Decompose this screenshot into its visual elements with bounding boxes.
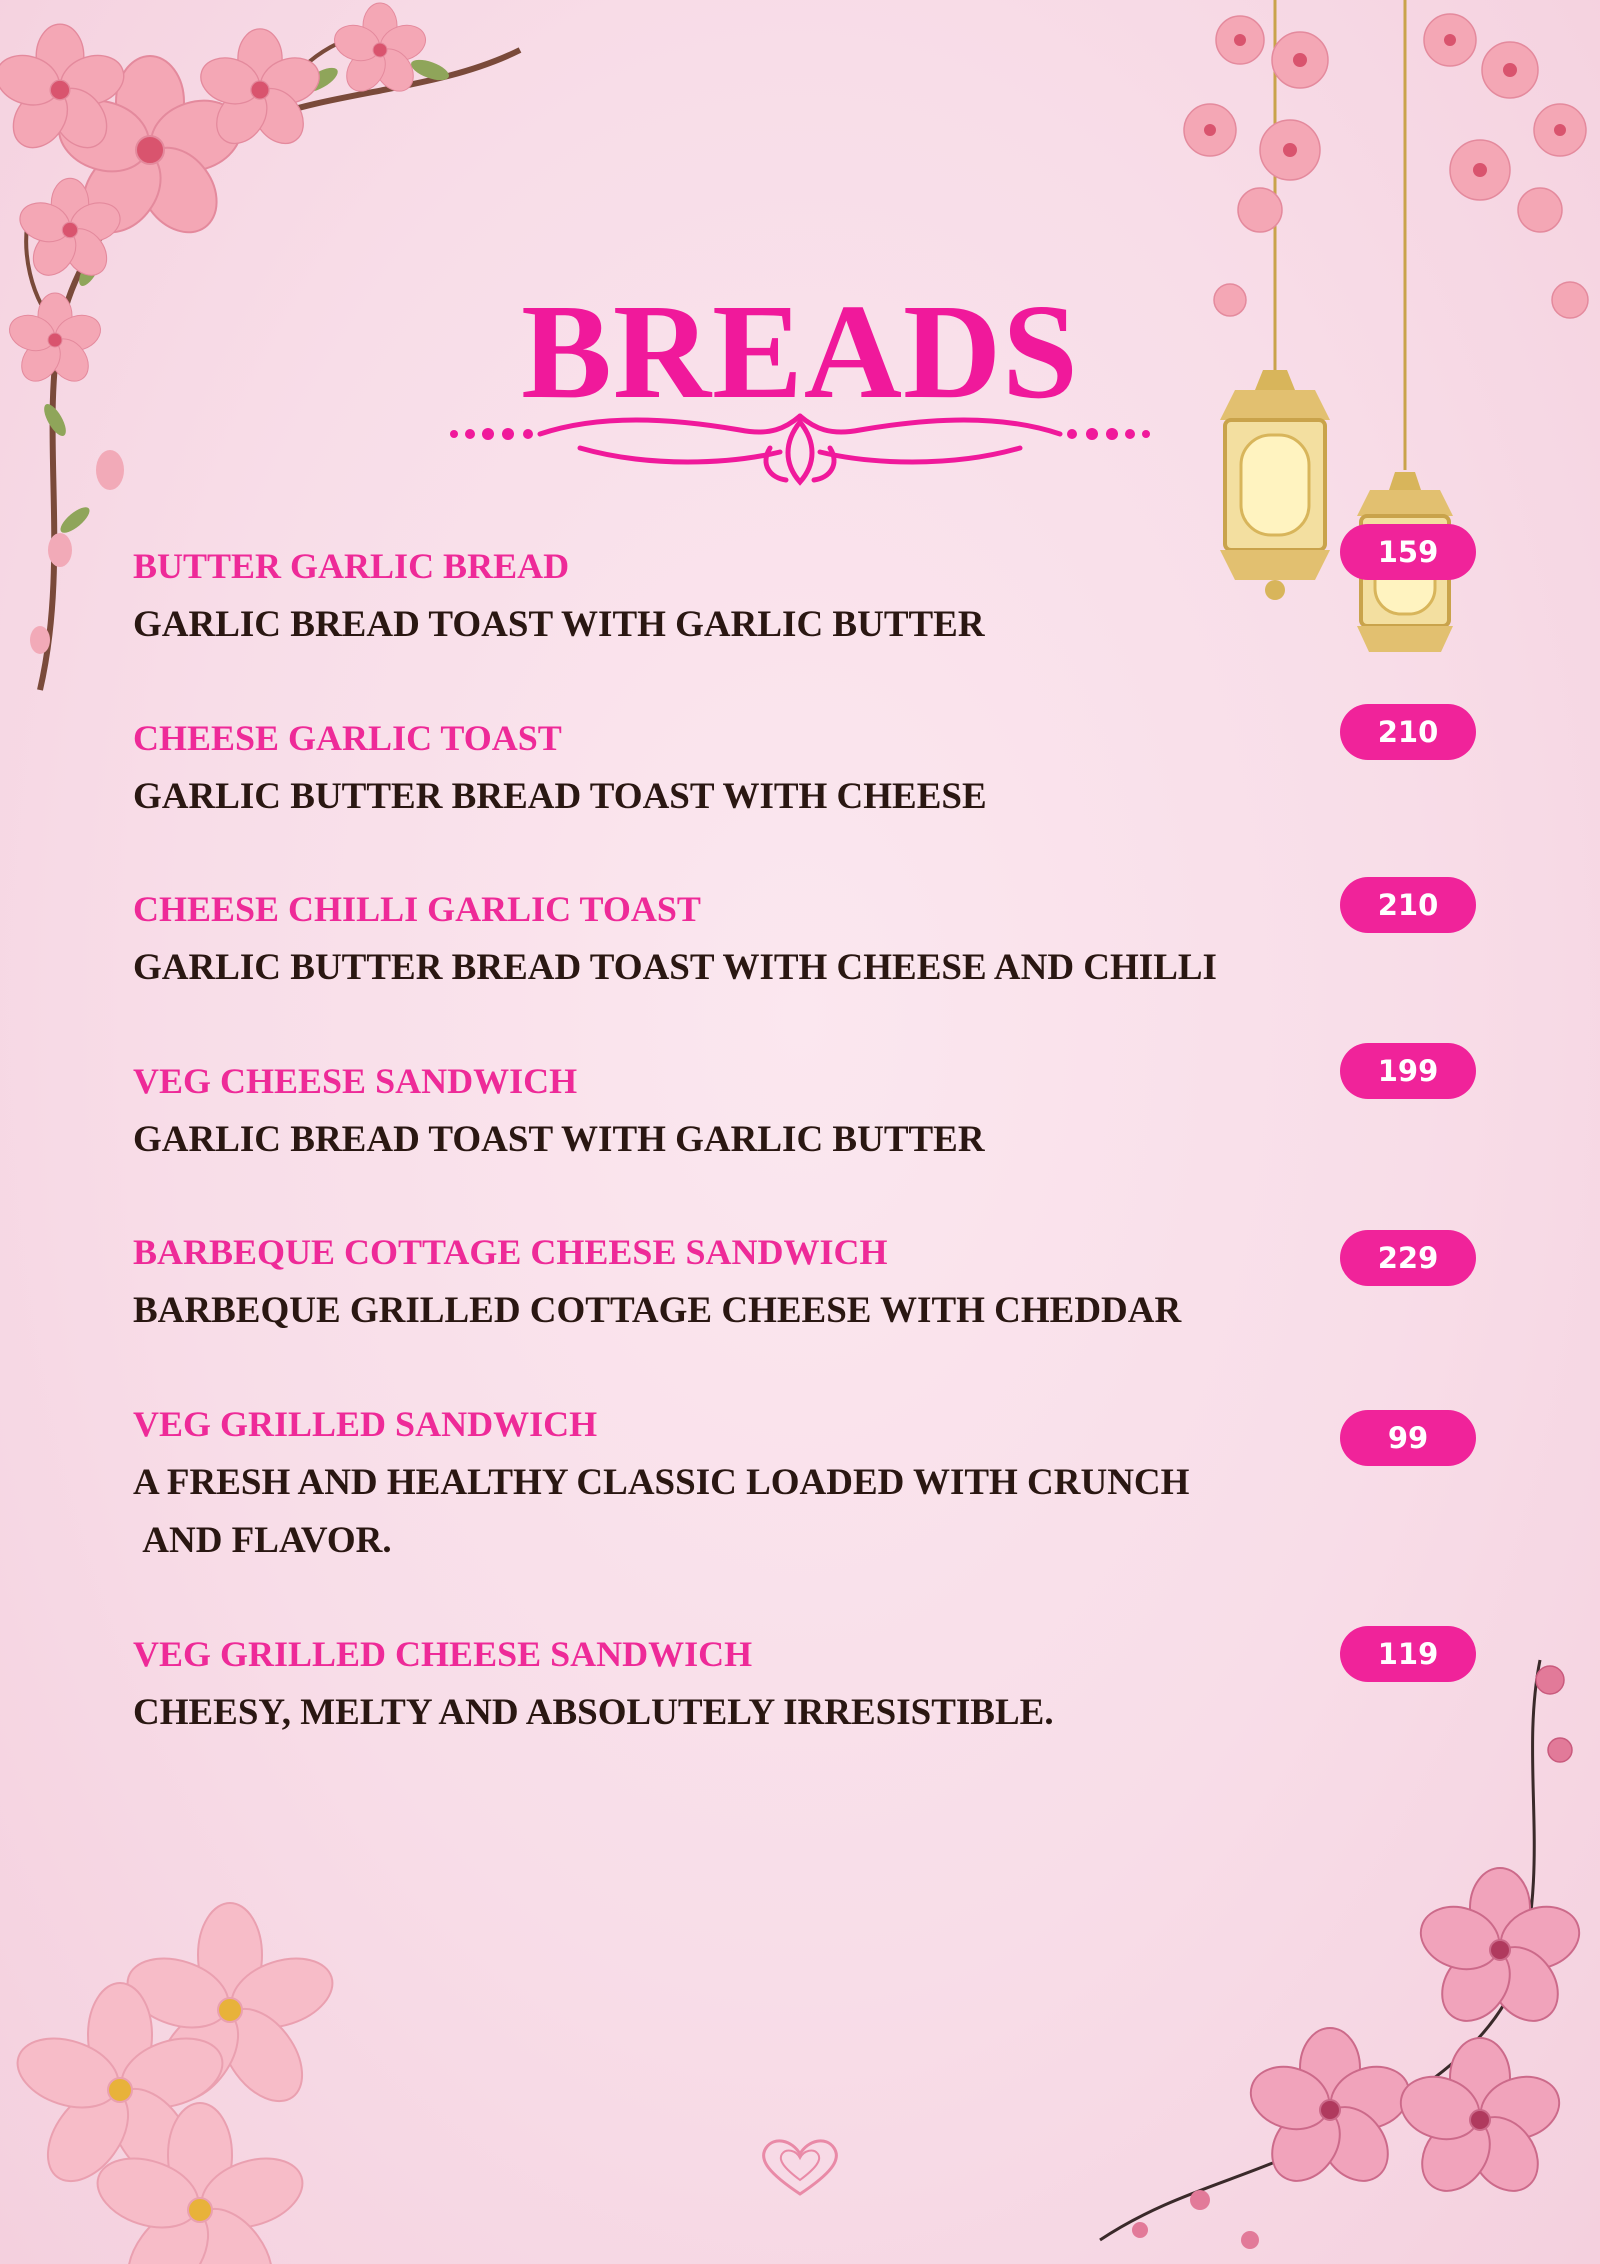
heart-ornament [750,2130,850,2200]
item-name: VEG GRILLED SANDWICH [133,1404,598,1444]
item-description: GARLIC BREAD TOAST WITH GARLIC BUTTER [133,604,985,645]
menu-item [133,887,1333,997]
menu-item [133,1632,1333,1742]
price-badge: 119 [1340,1626,1476,1682]
item-description: GARLIC BUTTER BREAD TOAST WITH CHEESE [133,776,987,817]
item-name: CHEESE GARLIC TOAST [133,718,562,758]
menu-item [133,1230,1333,1340]
item-description: A FRESH AND HEALTHY CLASSIC LOADED WITH CRUNCH AND FLAVOR. [133,1462,1190,1561]
item-name: VEG CHEESE SANDWICH [133,1061,578,1101]
cherry-blossoms-bottom-left [0,1880,380,2264]
page-title: BREADS [521,277,1079,427]
price-badge: 210 [1340,877,1476,933]
item-name: BUTTER GARLIC BREAD [133,546,570,586]
menu-item [133,716,1333,826]
item-description: GARLIC BREAD TOAST WITH GARLIC BUTTER [133,1119,985,1160]
item-description: GARLIC BUTTER BREAD TOAST WITH CHEESE AND CHILLI [133,947,1217,988]
menu-item [133,1059,1333,1169]
item-name: CHEESE CHILLI GARLIC TOAST [133,889,701,929]
price-badge: 229 [1340,1230,1476,1286]
item-description: CHEESY, MELTY AND ABSOLUTELY IRRESISTIBLE. [133,1692,1054,1733]
price-badge: 210 [1340,704,1476,760]
item-description: BARBEQUE GRILLED COTTAGE CHEESE WITH CHEDDAR [133,1290,1182,1331]
menu-item [133,1402,1333,1570]
menu-item [133,544,1333,654]
price-badge: 99 [1340,1410,1476,1466]
price-badge: 199 [1340,1043,1476,1099]
price-badge: 159 [1340,524,1476,580]
item-name: VEG GRILLED CHEESE SANDWICH [133,1634,753,1674]
item-name: BARBEQUE COTTAGE CHEESE SANDWICH [133,1232,888,1272]
title-divider-ornament [440,408,1160,488]
